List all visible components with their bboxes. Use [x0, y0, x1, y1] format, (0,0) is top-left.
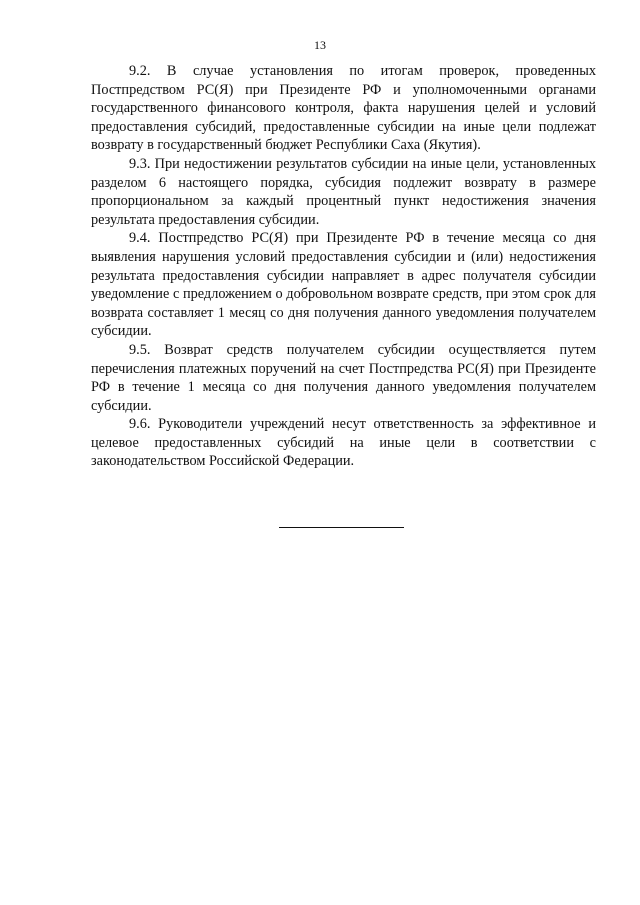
paragraph-9-4: 9.4. Постпредство РС(Я) при Президенте РФ в течение месяца со дня выявления нарушения условий предоставления субсидии и (или) недостижения результата предоставления субсидии направляет в адрес получателя субсидии уведомление с предложением о добровольном возврате средств, при этом срок для возврата составляет 1 месяц со дня получения данного уведомления получателем субсидии.	[91, 230, 596, 340]
document-body	[91, 62, 596, 471]
paragraph-9-5: 9.5. Возврат средств получателем субсидии осуществляется путем перечисления платежных поручений на счет Постпредства РС(Я) при Президенте РФ в течение 1 месяца со дня получения данного уведомления получателем субсидии.	[91, 341, 596, 414]
paragraph-9-3: 9.3. При недостижении результатов субсидии на иные цели, установленных разделом 6 настоящего порядка, субсидия подлежит возврату в размере пропорциональном за каждый процентный пункт недостижения значения результата предоставления субсидии.	[91, 155, 596, 228]
paragraph-9-2: 9.2. В случае установления по итогам проверок, проведенных Постпредством РС(Я) при Президенте РФ и уполномоченными органами государственного финансового контроля, факта нарушения целей и условий предоставления субсидий, предоставленные субсидии на иные цели подлежат возврату в государственный бюджет Республики Саха (Якутия).	[91, 63, 596, 154]
paragraph-9-6: 9.6. Руководители учреждений несут ответственность за эффективное и целевое предоставленных субсидий на иные цели в соответствии с законодательством Российской Федерации.	[91, 416, 596, 470]
page-number: 13	[314, 38, 326, 52]
closing-divider	[279, 527, 404, 528]
